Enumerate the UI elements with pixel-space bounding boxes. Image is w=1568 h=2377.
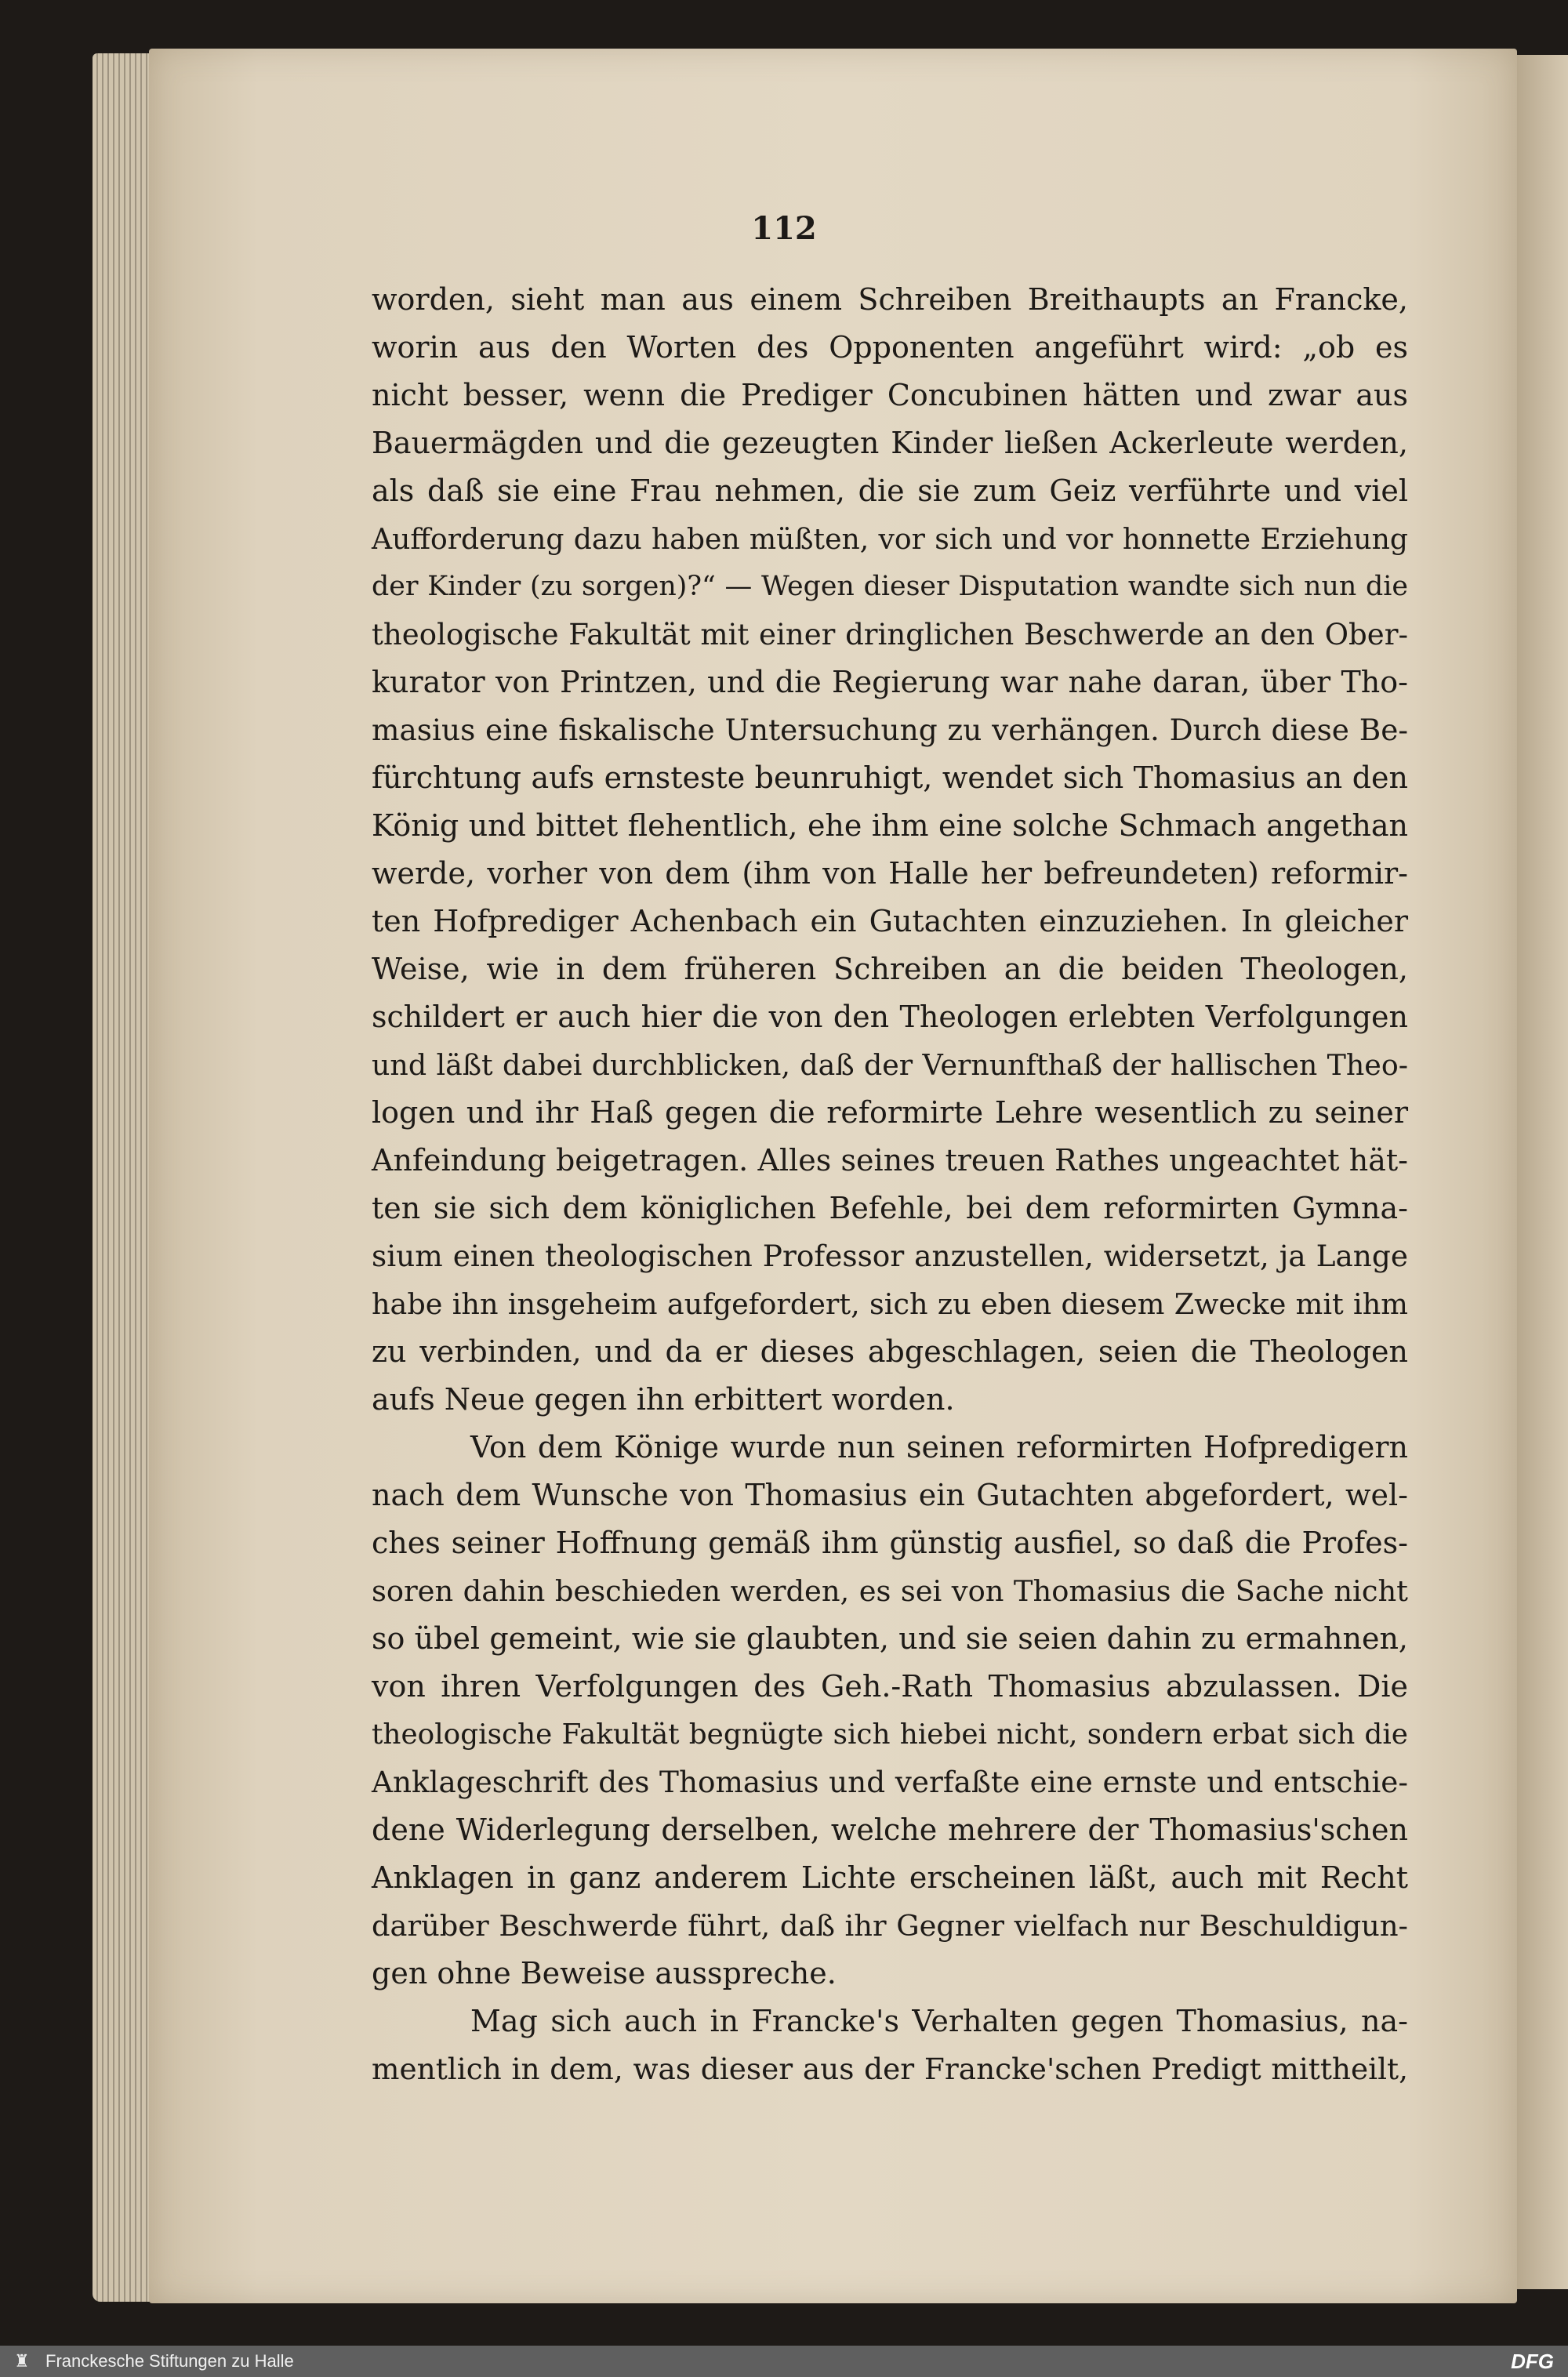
- text-line: nicht besser, wenn die Prediger Concubinen hätten und zwar aus: [372, 378, 1408, 412]
- text-line: theologische Fakultät begnügte sich hiebei nicht, sondern erbat sich die: [372, 1718, 1408, 1751]
- text-line: Weise, wie in dem früheren Schreiben an die beiden Theologen,: [372, 952, 1408, 986]
- funder-logo: DFG: [1511, 2350, 1554, 2373]
- text-line: Anfeindung beigetragen. Alles seines treuen Rathes ungeachtet hät-: [372, 1143, 1408, 1178]
- text-line: darüber Beschwerde führt, daß ihr Gegner vielfach nur Beschuldigun-: [372, 1909, 1408, 1943]
- text-line: ches seiner Hoffnung gemäß ihm günstig ausfiel, so daß die Profes-: [372, 1526, 1408, 1560]
- text-line: als daß sie eine Frau nehmen, die sie zum Geiz verführte und viel: [372, 474, 1408, 508]
- text-line: worin aus den Worten des Opponenten angeführt wird: „ob es: [372, 330, 1408, 365]
- text-line: ten Hofprediger Achenbach ein Gutachten einzuziehen. In gleicher: [372, 904, 1408, 938]
- text-line: schildert er auch hier die von den Theologen erlebten Verfolgungen: [372, 1000, 1408, 1034]
- page-number: 112: [751, 210, 817, 247]
- text-line: der Kinder (zu sorgen)?“ — Wegen dieser Disputation wandte sich nun die: [372, 571, 1408, 602]
- text-line: ten sie sich dem königlichen Befehle, bei dem reformirten Gymna-: [372, 1191, 1408, 1225]
- text-line: Aufforderung dazu haben müßten, vor sich und vor honnette Erziehung: [372, 522, 1408, 556]
- text-line: sium einen theologischen Professor anzustellen, widersetzt, ja Lange: [372, 1239, 1408, 1273]
- text-line: König und bittet flehentlich, ehe ihm eine solche Schmach angethan: [372, 808, 1408, 843]
- text-line: zu verbinden, und da er dieses abgeschlagen, seien die Theologen: [372, 1334, 1408, 1369]
- text-line: logen und ihr Haß gegen die reformirte Lehre wesentlich zu seiner: [372, 1095, 1408, 1130]
- text-line: mentlich in dem, was dieser aus der Francke'schen Predigt mittheilt,: [372, 2052, 1408, 2086]
- text-line: und läßt dabei durchblicken, daß der Vernunfthaß der hallischen Theo-: [372, 1048, 1408, 1082]
- text-line: so übel gemeint, wie sie glaubten, und sie seien dahin zu ermahnen,: [372, 1621, 1408, 1656]
- text-line: habe ihn insgeheim aufgefordert, sich zu eben diesem Zwecke mit ihm: [372, 1287, 1408, 1321]
- footer-institution-name: Franckesche Stiftungen zu Halle: [45, 2351, 294, 2371]
- text-line: kurator von Printzen, und die Regierung war nahe daran, über Tho-: [372, 665, 1408, 699]
- text-line: Mag sich auch in Francke's Verhalten gegen Thomasius, na-: [470, 2004, 1408, 2038]
- text-line: soren dahin beschieden werden, es sei von Thomasius die Sache nicht: [372, 1574, 1408, 1608]
- text-line: Von dem Könige wurde nun seinen reformirten Hofpredigern: [470, 1430, 1408, 1464]
- text-line: worden, sieht man aus einem Schreiben Breithaupts an Francke,: [372, 282, 1408, 317]
- facing-page-edge: [1517, 55, 1568, 2289]
- text-line: masius eine fiskalische Untersuchung zu verhängen. Durch diese Be-: [372, 713, 1408, 747]
- body-text: [372, 276, 1408, 2093]
- text-line: nach dem Wunsche von Thomasius ein Gutachten abgefordert, wel-: [372, 1478, 1408, 1512]
- text-line: von ihren Verfolgungen des Geh.-Rath Thomasius abzulassen. Die: [372, 1669, 1408, 1704]
- text-line: werde, vorher von dem (ihm von Halle her befreundeten) reformir-: [372, 856, 1408, 891]
- text-line: gen ohne Beweise ausspreche.: [372, 1956, 837, 1991]
- institution-crest-icon: ♜: [14, 2351, 30, 2372]
- text-line: theologische Fakultät mit einer dringlichen Beschwerde an den Ober-: [372, 618, 1408, 651]
- text-line: Bauermägden und die gezeugten Kinder ließen Ackerleute werden,: [372, 426, 1408, 460]
- text-line: fürchtung aufs ernsteste beunruhigt, wendet sich Thomasius an den: [372, 760, 1408, 795]
- text-line: Anklageschrift des Thomasius und verfaßte eine ernste und entschie-: [372, 1765, 1408, 1799]
- text-line: aufs Neue gegen ihn erbittert worden.: [372, 1382, 955, 1417]
- viewer-footer: [0, 2346, 1568, 2377]
- text-line: Anklagen in ganz anderem Lichte erscheinen läßt, auch mit Recht: [372, 1860, 1408, 1895]
- text-line: dene Widerlegung derselben, welche mehrere der Thomasius'schen: [372, 1813, 1408, 1847]
